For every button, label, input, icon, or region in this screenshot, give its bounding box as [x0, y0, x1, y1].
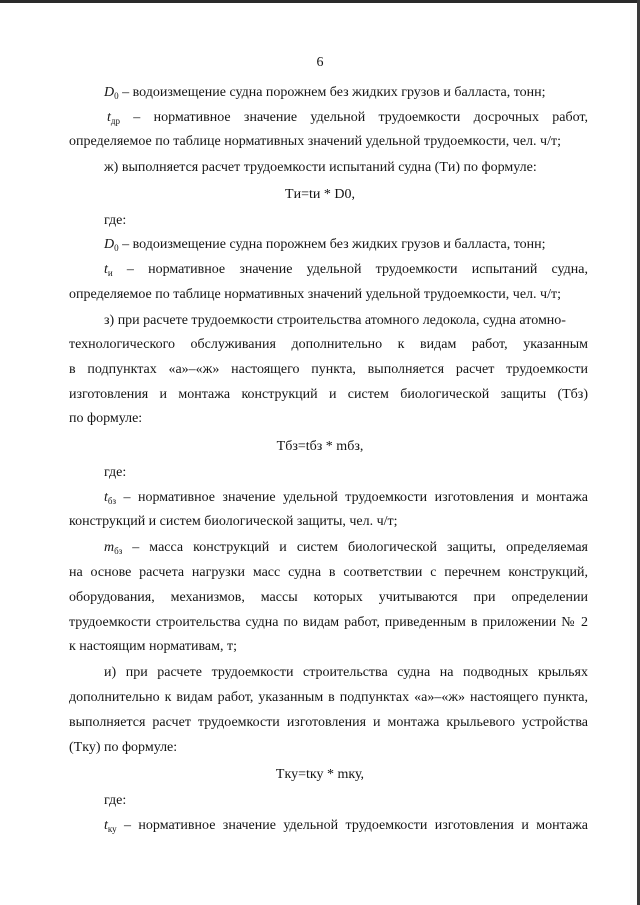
- definition-tku: [104, 815, 588, 837]
- paragraph-line: определяемое по таблице нормативных значений удельной трудоемкости, чел. ч/т;: [69, 287, 561, 302]
- paragraph-line: на основе расчета нагрузки масс судна в соответствии с перечнем конструкций,: [69, 565, 588, 580]
- subscript: др: [110, 116, 120, 126]
- paragraph-line: к настоящим нормативам, т;: [69, 639, 237, 654]
- text: – нормативное значение удельной трудоемкости досрочных работ,: [119, 110, 588, 125]
- where-label: где:: [104, 213, 127, 228]
- text: – водоизмещение судна порожнем без жидких грузов и балласта, тонн;: [118, 237, 546, 252]
- paragraph-line: дополнительно к видам работ, указанным в подпунктах «а»–«ж» настоящего пункта,: [69, 690, 588, 705]
- where-label: где:: [104, 465, 127, 480]
- symbol: t: [107, 110, 111, 125]
- item-z: з) при расчете трудоемкости строительства атомного ледокола, судна атомно-: [104, 313, 566, 328]
- subscript: ку: [107, 824, 117, 834]
- definition-d0: [104, 82, 588, 104]
- item-i: и) при расчете трудоемкости строительства судна на подводных крыльях: [104, 665, 588, 680]
- symbol: t: [104, 490, 108, 505]
- formula-tbz: Tбз=tбз * mбз,: [276, 439, 364, 454]
- page-number: 6: [316, 55, 324, 70]
- symbol: t: [104, 818, 108, 833]
- scan-edge-top: [0, 0, 640, 3]
- subscript: 0: [114, 91, 119, 101]
- item-zh: ж) выполняется расчет трудоемкости испытаний судна (Tи) по формуле:: [104, 160, 537, 175]
- where-label: где:: [104, 793, 127, 808]
- text: – водоизмещение судна порожнем без жидких грузов и балласта, тонн;: [118, 85, 546, 100]
- paragraph-line: определяемое по таблице нормативных значений удельной трудоемкости, чел. ч/т;: [69, 134, 561, 149]
- paragraph-line: оборудования, механизмов, массы которых учитываются при определении: [69, 590, 588, 605]
- paragraph-line: изготовления и монтажа конструкций и систем биологической защиты (Tбз): [69, 387, 588, 402]
- paragraph-line: по формуле:: [69, 411, 143, 426]
- symbol: t: [104, 262, 108, 277]
- text: – нормативное значение удельной трудоемкости испытаний судна,: [112, 262, 588, 277]
- paragraph-line: в подпунктах «а»–«ж» настоящего пункта, выполняется расчет трудоемкости: [69, 362, 588, 377]
- formula-ti: Tи=tи * D0,: [285, 187, 355, 202]
- definition-tdr: [107, 107, 588, 129]
- text: – масса конструкций и систем биологической защиты, определяемая: [122, 540, 588, 555]
- symbol: D: [104, 237, 115, 252]
- formula-tku: Tку=tку * mку,: [275, 767, 365, 782]
- paragraph-line: трудоемкости строительства судна по видам работ, приведенным в приложении № 2: [69, 615, 588, 630]
- definition-mbz: [104, 537, 588, 559]
- paragraph-line: конструкций и систем биологической защиты, чел. ч/т;: [69, 514, 398, 529]
- paragraph-line: технологического обслуживания дополнительно к видам работ, указанным: [69, 337, 588, 352]
- definition-d0-2: [104, 234, 588, 256]
- subscript: и: [107, 268, 113, 278]
- text: – нормативное значение удельной трудоемкости изготовления и монтажа: [116, 490, 588, 505]
- symbol: m: [104, 540, 115, 555]
- symbol: D: [104, 85, 115, 100]
- subscript: бз: [107, 496, 117, 506]
- paragraph-line: (Tку) по формуле:: [69, 740, 178, 755]
- subscript: 0: [114, 243, 119, 253]
- definition-tbz: [104, 487, 588, 509]
- text: – нормативное значение удельной трудоемкости изготовления и монтажа: [116, 818, 588, 833]
- paragraph-line: выполняется расчет трудоемкости изготовления и монтажа крыльевого устройства: [69, 715, 588, 730]
- subscript: бз: [114, 546, 123, 556]
- definition-ti: [104, 259, 588, 281]
